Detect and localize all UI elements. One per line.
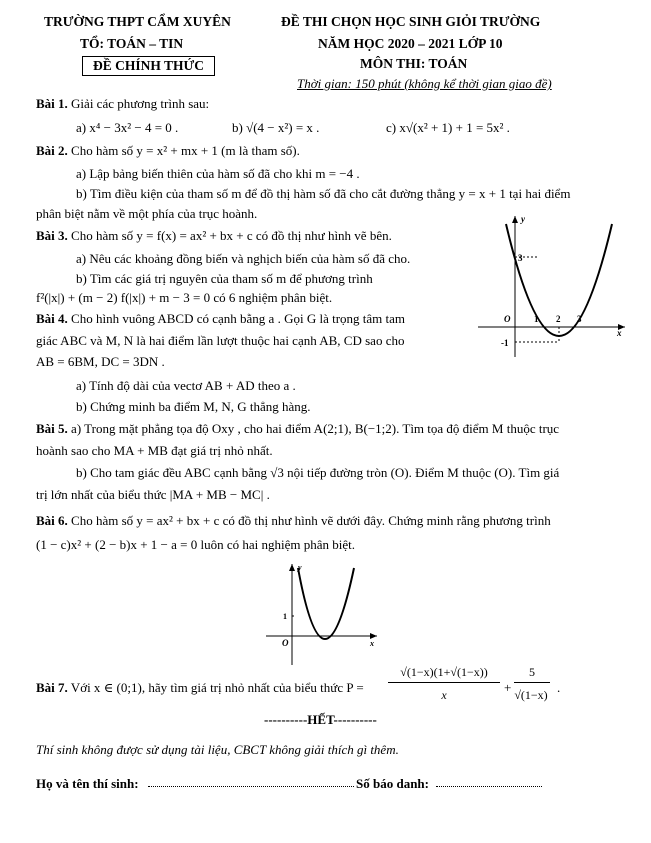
graph1-y-label: y xyxy=(521,214,525,224)
problem-4-line2: giác ABC và M, N là hai điểm lần lượt thuộc hai cạnh AB, CD sao cho xyxy=(36,333,405,348)
exam-title: ĐỀ THI CHỌN HỌC SINH GIỎI TRƯỜNG xyxy=(281,14,541,29)
graph2-x-label: x xyxy=(370,639,374,648)
graph2-y-label: y xyxy=(298,563,302,572)
problem-2b-line1: b) Tìm điều kiện của tham số m để đồ thị hàm số đã cho cắt đường thẳng y = x + 1 tại hai điểm xyxy=(76,186,571,201)
problem-4: Bài 4. Cho hình vuông ABCD có cạnh bằng a . Gọi G là trọng tâm tam xyxy=(36,311,406,326)
candidate-id-field xyxy=(436,780,542,787)
graph1-tick-1: 1 xyxy=(534,314,539,324)
problem-3b-line1: b) Tìm các giá trị nguyên của tham số m để phương trình xyxy=(76,271,373,286)
problem-5a-line2: hoành sao cho MA + MB đạt giá trị nhỏ nhất. xyxy=(36,443,273,458)
fraction-2-bar xyxy=(514,682,550,683)
department: TỔ: TOÁN – TIN xyxy=(80,36,184,51)
problem-6-line1: Bài 6. Cho hàm số y = ax² + bx + c có đồ thị như hình vẽ dưới đây. Chứng minh rằng phương trình xyxy=(36,513,551,528)
candidate-id-label: Số báo danh: xyxy=(356,776,429,791)
parabola-graph-2 xyxy=(262,560,382,670)
fraction-1-denominator: x xyxy=(441,688,447,702)
problem-7: Bài 7. Với x ∈ (0;1), hãy tìm giá trị nhỏ nhất của biểu thức P = xyxy=(36,680,364,695)
problem-7-end: . xyxy=(557,680,561,695)
fraction-1-bar xyxy=(388,682,500,683)
problem-1a: a) x⁴ − 3x² − 4 = 0 . xyxy=(76,120,179,135)
parabola-graph-1 xyxy=(470,212,630,362)
problem-5b-line1: b) Cho tam giác đều ABC cạnh bằng √3 nội tiếp đường tròn (O). Điểm M thuộc (O). Tìm giá xyxy=(76,465,560,480)
problem-6-line2: (1 − c)x² + (2 − b)x + 1 − a = 0 luôn có hai nghiệm phân biệt. xyxy=(36,537,356,552)
fraction-2-numerator: 5 xyxy=(529,665,535,679)
problem-5a-line1: Bài 5. a) Trong mặt phẳng tọa độ Oxy , cho hai điểm A(2;1), B(−1;2). Tìm tọa độ điểm M thuộc trục xyxy=(36,421,560,436)
footer-note: Thí sinh không được sử dụng tài liệu, CBCT không giải thích gì thêm. xyxy=(36,742,399,757)
problem-2b-line2: phân biệt nằm về một phía của trục hoành. xyxy=(36,206,258,221)
graph1-x-label: x xyxy=(617,328,622,338)
graph1-y-3: 3 xyxy=(518,253,523,263)
graph2-y-1: 1 xyxy=(283,612,287,621)
problem-4b: b) Chứng minh ba điểm M, N, G thẳng hàng. xyxy=(76,399,311,414)
candidate-name-field xyxy=(148,780,354,787)
fraction-1-numerator: √(1−x)(1+√(1−x)) xyxy=(400,665,488,679)
school-name: TRƯỜNG THPT CẨM XUYÊN xyxy=(44,14,231,29)
exam-year: NĂM HỌC 2020 – 2021 LỚP 10 xyxy=(318,36,503,51)
problem-3: Bài 3. Cho hàm số y = f(x) = ax² + bx + c có đồ thị như hình vẽ bên. xyxy=(36,228,392,243)
problem-1: Bài 1. Giải các phương trình sau: xyxy=(36,96,210,111)
fraction-2-denominator: √(1−x) xyxy=(514,688,548,702)
candidate-name-label: Họ và tên thí sinh: xyxy=(36,776,139,791)
plus-sign: + xyxy=(504,680,512,695)
graph1-y-m1: -1 xyxy=(501,338,509,348)
end-marker: ----------HẾT---------- xyxy=(264,712,377,727)
exam-subject: MÔN THI: TOÁN xyxy=(360,56,468,71)
problem-2: Bài 2. Cho hàm số y = x² + mx + 1 (m là tham số). xyxy=(36,143,300,158)
problem-1b: b) √(4 − x²) = x . xyxy=(232,120,320,135)
graph1-origin: O xyxy=(504,314,511,324)
problem-5b-line2: trị lớn nhất của biểu thức |MA + MB − MC| . xyxy=(36,487,270,502)
graph1-tick-2: 2 xyxy=(556,314,561,324)
exam-time: Thời gian: 150 phút (không kể thời gian giao đề) xyxy=(297,76,552,91)
problem-4-line3: AB = 6BM, DC = 3DN . xyxy=(36,354,165,369)
problem-3a: a) Nêu các khoảng đồng biến và nghịch biến của hàm số đã cho. xyxy=(76,251,411,266)
problem-4a: a) Tính độ dài của vectơ AB + AD theo a . xyxy=(76,378,296,393)
official-badge: ĐỀ CHÍNH THỨC xyxy=(82,56,215,76)
problem-3b-line2: f²(|x|) + (m − 2) f(|x|) + m − 3 = 0 có 6 nghiệm phân biệt. xyxy=(36,290,333,305)
graph2-origin: O xyxy=(282,638,289,648)
problem-1c: c) x√(x² + 1) + 1 = 5x² . xyxy=(386,120,510,135)
problem-2a: a) Lập bảng biến thiên của hàm số đã cho khi m = −4 . xyxy=(76,166,360,181)
graph1-tick-3: 3 xyxy=(577,314,582,324)
